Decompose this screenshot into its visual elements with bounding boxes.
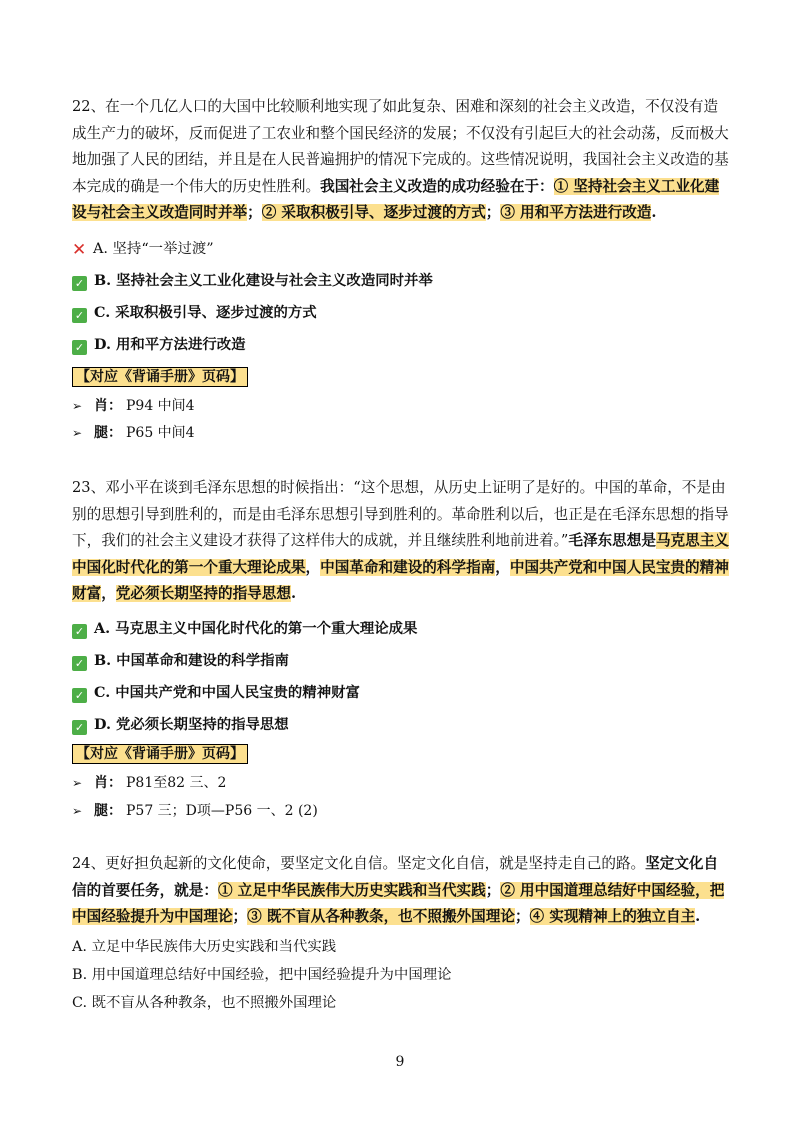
highlighted-answer: 中国共产党和中国人民宝贵的精神财富 [72,558,729,602]
highlighted-answer: 马克思主义中国化时代化的第一个重大理论成果 [72,532,729,576]
option-c: C. 既不盲从各种教条，也不照搬外国理论 [72,995,337,1011]
question-stem: 22、在一个几亿人口的大国中比较顺利地实现了如此复杂、困难和深刻的社会主义改造，不仅没有造成生产力的破坏，反而促进了工农业和整个国民经济的发展；不仅没有引起巨大的社会动荡，反而极大地加强了人民的团结，并且是在人民普遍拥护的情况下完成的。这些情况说明，我国社会主义改造的基本完成的确是一个伟大的历史性胜利。我国社会主义改造的成功经验在于：① 坚持社会主义工业化建设与社会主义改造同时并举；② 采取积极引导、逐步过渡的方式；③ 用和平方法进行改造. [72,98,729,221]
highlighted-answer: ① 立足中华民族伟大历史实践和当代实践 [217,881,486,899]
checkmark-icon: ✓ [72,276,87,291]
question-22 [72,94,730,227]
highlighted-answer: ③ 用和平方法进行改造 [500,204,652,221]
highlighted-answer: ② 用中国道理总结好中国经验，把中国经验提升为中国理论 [72,881,725,925]
option-b: ✓ B. 坚持社会主义工业化建设与社会主义改造同时并举 [72,271,433,291]
reference-section [72,743,730,819]
checkmark-icon: ✓ [72,656,87,671]
highlighted-answer: 中国革命和建设的科学指南 [320,558,496,576]
arrow-bullet-icon: ➢ [72,776,83,790]
question-stem: 23、邓小平在谈到毛泽东思想的时候指出：“这个思想，从历史上证明了是好的。中国的革命，不是由别的思想引导到胜利的，而是由毛泽东思想引导到胜利的。革命胜利以后，也正是在毛泽东思想的指导下，我们的社会主义建设才获得了这样伟大的成就，并且继续胜利地前进着。”毛泽东思想是马克思主义中国化时代化的第一个重大理论成果，中国革命和建设的科学指南，中国共产党和中国人民宝贵的精神财富，党必须长期坚持的指导思想. [72,479,729,602]
option-d: ✓ D. 用和平方法进行改造 [72,335,246,355]
page-reference: ➢ 腿： P65 中间4 [72,425,195,441]
page-reference: ➢ 肖： P94 中间4 [72,398,195,414]
arrow-bullet-icon: ➢ [72,804,83,818]
question-24 [72,851,730,931]
reference-label: 【对应《背诵手册》页码】 [72,367,248,387]
page-reference: ➢ 肖： P81至82 三、2 [72,775,227,791]
reference-section [72,366,730,441]
page-number: 9 [395,1054,405,1070]
question-stem: 24、更好担负起新的文化使命，要坚定文化自信。坚定文化自信，就是坚持走自己的路。坚定文化自信的首要任务，就是：① 立足中华民族伟大历史实践和当代实践；② 用中国道理总结好中国经验，把中国经验提升为中国理论；③ 既不盲从各种教条，也不照搬外国理论；④ 实现精神上的独立自主. [72,855,725,925]
checkmark-icon: ✓ [72,720,87,735]
checkmark-icon: ✓ [72,340,87,355]
option-a: ✓ A. 马克思主义中国化时代化的第一个重大理论成果 [72,619,417,639]
arrow-bullet-icon: ➢ [72,426,83,440]
question-23 [72,475,730,608]
highlighted-answer: ② 采取积极引导、逐步过渡的方式 [261,204,486,221]
option-c: ✓ C. 采取积极引导、逐步过渡的方式 [72,303,317,323]
option-d: ✓ D. 党必须长期坚持的指导思想 [72,715,289,735]
checkmark-icon: ✓ [72,308,87,323]
highlighted-answer: 党必须长期坚持的指导思想 [115,585,291,602]
highlighted-answer: ① 坚持社会主义工业化建设与社会主义改造同时并举 [72,177,720,221]
cross-icon: ✕ [72,240,87,260]
option-a: ✕ A. 坚持“一举过渡” [72,240,214,260]
option-b: B. 用中国道理总结好中国经验，把中国经验提升为中国理论 [72,967,452,983]
option-b: ✓ B. 中国革命和建设的科学指南 [72,651,289,671]
highlighted-answer: ④ 实现精神上的独立自主 [529,908,696,925]
page-reference: ➢ 腿： P57 三；D项—P56 一、2 (2) [72,803,318,819]
checkmark-icon: ✓ [72,624,87,639]
reference-label: 【对应《背诵手册》页码】 [72,744,248,764]
checkmark-icon: ✓ [72,688,87,703]
arrow-bullet-icon: ➢ [72,399,83,413]
option-a: A. 立足中华民族伟大历史实践和当代实践 [72,939,337,955]
option-c: ✓ C. 中国共产党和中国人民宝贵的精神财富 [72,683,360,703]
highlighted-answer: ③ 既不盲从各种教条，也不照搬外国理论 [247,908,515,925]
